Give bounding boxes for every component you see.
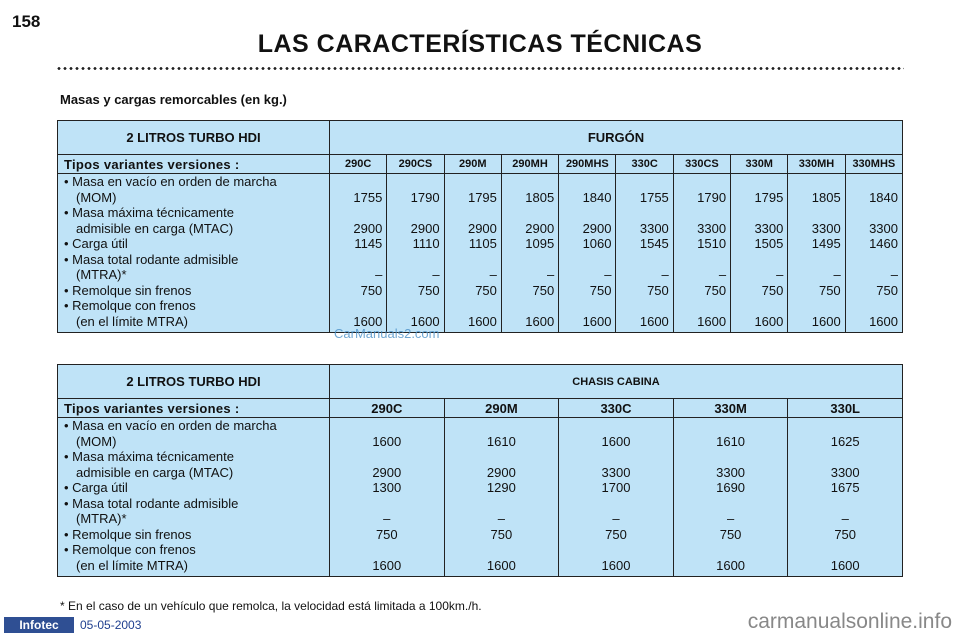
spacer: [330, 418, 444, 434]
spacer: [445, 298, 501, 314]
value-cell: 1600: [716, 557, 746, 573]
variant-values: [845, 174, 902, 333]
value-cell: 2900: [372, 464, 402, 480]
value-cell: 750: [532, 282, 555, 298]
footnote: * En el caso de un vehículo que remolca, la velocidad está limitada a 100km./h.: [60, 599, 482, 613]
spacer: [330, 542, 444, 558]
spacer: [387, 174, 443, 190]
spacer: [616, 205, 672, 221]
row-labels: [58, 174, 330, 333]
value-cell: 2900: [486, 464, 516, 480]
variant-values: [444, 418, 559, 577]
spacer: [445, 252, 501, 268]
row-label: (MOM): [76, 433, 117, 449]
value-cell: –: [726, 511, 735, 526]
spacer: [788, 174, 844, 190]
value-cell: 1600: [582, 313, 612, 329]
variant-header: 290MH: [501, 155, 558, 174]
value-cell: 750: [647, 282, 669, 298]
value-cell: –: [612, 511, 620, 526]
spacer: [788, 418, 902, 434]
value-cell: –: [661, 267, 669, 282]
variant-values: [788, 418, 903, 577]
value-cell: 1700: [601, 480, 631, 495]
value-cell: 1795: [754, 189, 784, 205]
value-cell: 1600: [811, 313, 841, 329]
value-cell: 1290: [486, 480, 516, 495]
value-cell: 1600: [525, 313, 555, 329]
value-cell: 1690: [716, 480, 746, 495]
spacer: [559, 252, 615, 268]
spacer: [445, 174, 501, 190]
body-type-header: FURGÓN: [330, 121, 903, 155]
row-label: (MOM): [76, 189, 117, 205]
value-cell: 1675: [830, 480, 860, 495]
body-type-header: CHASIS CABINA: [330, 365, 903, 399]
spacer: [445, 542, 559, 558]
spacer: [731, 252, 787, 268]
spacer: [788, 205, 844, 221]
value-cell: –: [375, 267, 383, 282]
spacer: [788, 298, 844, 314]
spacer: [674, 252, 730, 268]
value-cell: 750: [876, 282, 898, 298]
variant-header: 290M: [444, 155, 501, 174]
spacer: [616, 174, 672, 190]
spacer: [674, 205, 730, 221]
value-cell: 750: [719, 526, 742, 542]
spacer: [559, 298, 615, 314]
row-label: admisible en carga (MTAC): [76, 464, 234, 480]
value-cell: –: [432, 267, 440, 282]
value-cell: 1095: [525, 236, 555, 251]
variant-header: 330C: [559, 399, 674, 418]
value-cell: 3300: [754, 220, 784, 236]
variant-header: 330CS: [673, 155, 730, 174]
row-label: • Remolque con frenos: [64, 298, 196, 313]
value-cell: 3300: [716, 464, 746, 480]
row-label: • Masa total rodante admisible: [64, 495, 239, 511]
variant-values: [559, 174, 616, 333]
variant-values: [731, 174, 788, 333]
value-cell: 3300: [830, 464, 860, 480]
page-title: LAS CARACTERÍSTICAS TÉCNICAS: [257, 30, 703, 58]
value-cell: –: [833, 267, 841, 282]
spacer: [846, 174, 902, 190]
spacer: [674, 174, 730, 190]
variants-label: Tipos variantes versiones :: [58, 399, 330, 418]
value-cell: 1145: [354, 236, 383, 251]
spacer: [788, 449, 902, 465]
spacer: [616, 252, 672, 268]
row-label: • Carga útil: [64, 480, 128, 495]
row-label: (MTRA)*: [76, 511, 127, 526]
variant-values: [501, 174, 558, 333]
spacer: [502, 298, 558, 314]
footer-date: 05-05-2003: [80, 618, 142, 632]
value-cell: 3300: [697, 220, 727, 236]
value-cell: 1545: [639, 236, 669, 251]
value-cell: –: [546, 267, 555, 282]
value-cell: –: [890, 267, 898, 282]
spacer: [559, 174, 615, 190]
variant-header: 330C: [616, 155, 673, 174]
value-cell: 1840: [869, 189, 898, 205]
row-label: (en el límite MTRA): [76, 557, 188, 573]
spacer: [731, 205, 787, 221]
row-label: (en el límite MTRA): [76, 313, 188, 329]
value-cell: 1610: [716, 433, 746, 449]
value-cell: 1600: [830, 557, 860, 573]
variant-header: 290M: [444, 399, 559, 418]
spacer: [788, 496, 902, 512]
variant-values: [444, 174, 501, 333]
spacer: [330, 298, 386, 314]
spacer: [502, 174, 558, 190]
value-cell: 1600: [372, 433, 402, 449]
value-cell: 1790: [697, 189, 727, 205]
value-cell: –: [604, 267, 612, 282]
row-label: (MTRA)*: [76, 267, 127, 282]
variant-values: [673, 418, 788, 577]
spacer: [616, 298, 672, 314]
variant-header: 290C: [330, 155, 387, 174]
spacer: [788, 542, 902, 558]
values-row: [58, 174, 903, 333]
value-cell: 750: [834, 526, 857, 542]
value-cell: –: [841, 511, 849, 526]
value-cell: 1600: [372, 557, 402, 573]
infotec-logo: Infotec: [4, 617, 74, 633]
spacer: [445, 418, 559, 434]
spacer: [330, 205, 386, 221]
value-cell: 1600: [486, 557, 516, 573]
spacer: [445, 449, 559, 465]
variant-values: [559, 418, 674, 577]
spacer: [330, 449, 444, 465]
value-cell: 1600: [410, 313, 440, 329]
variant-header: 290C: [330, 399, 445, 418]
variant-header: 330M: [731, 155, 788, 174]
spacer: [674, 298, 730, 314]
section-title: Masas y cargas remorcables (en kg.): [60, 92, 287, 107]
variants-row: [58, 399, 903, 418]
row-label: • Carga útil: [64, 236, 128, 251]
spacer: [559, 449, 673, 465]
spacer: [445, 205, 501, 221]
value-cell: 1755: [639, 189, 669, 205]
value-cell: 1625: [830, 433, 860, 449]
engine-header: 2 LITROS TURBO HDI: [58, 365, 330, 399]
spacer: [788, 252, 844, 268]
value-cell: 750: [417, 282, 440, 298]
row-label: • Masa máxima técnicamente: [64, 449, 235, 464]
spacer: [674, 542, 788, 558]
row-label: • Masa máxima técnicamente: [64, 205, 235, 220]
value-cell: 1495: [811, 236, 841, 251]
row-label: • Remolque sin frenos: [64, 282, 192, 298]
variant-header: 330M: [673, 399, 788, 418]
variant-header: 330MH: [788, 155, 845, 174]
spacer: [387, 252, 443, 268]
spacer: [731, 298, 787, 314]
variant-header: 330MHS: [845, 155, 902, 174]
value-cell: 750: [490, 526, 513, 542]
value-cell: –: [497, 511, 505, 526]
spacer: [674, 418, 788, 434]
row-labels: [58, 418, 330, 577]
value-cell: 1300: [372, 480, 402, 495]
engine-header: 2 LITROS TURBO HDI: [58, 121, 330, 155]
value-cell: 1060: [582, 236, 612, 251]
spacer: [445, 496, 559, 512]
value-cell: 2900: [467, 220, 497, 236]
row-label: • Remolque con frenos: [64, 542, 196, 557]
value-cell: 1600: [697, 313, 727, 329]
row-label: • Remolque sin frenos: [64, 526, 192, 542]
value-cell: 3300: [811, 220, 841, 236]
value-cell: 1805: [525, 189, 555, 205]
value-cell: 1105: [468, 236, 497, 251]
value-cell: 1460: [869, 236, 898, 251]
value-cell: 2900: [582, 220, 612, 236]
spacer: [502, 205, 558, 221]
value-cell: 1600: [639, 313, 669, 329]
value-cell: 3300: [601, 464, 631, 480]
value-cell: 1600: [601, 557, 631, 573]
variant-header: 290CS: [387, 155, 444, 174]
value-cell: 750: [704, 282, 727, 298]
watermark-center: CarManuals2.com: [334, 326, 440, 341]
spacer: [387, 205, 443, 221]
value-cell: 2900: [525, 220, 555, 236]
variant-header: 330L: [788, 399, 903, 418]
variant-values: [387, 174, 444, 333]
spacer: [559, 418, 673, 434]
spacer: [502, 252, 558, 268]
value-cell: 750: [360, 282, 383, 298]
variant-values: [673, 174, 730, 333]
value-cell: –: [489, 267, 497, 282]
spacer: [846, 298, 902, 314]
value-cell: 1600: [601, 433, 631, 449]
value-cell: 1795: [467, 189, 497, 205]
value-cell: 1600: [467, 313, 497, 329]
page-number: 158: [12, 12, 41, 31]
variant-values: [616, 174, 673, 333]
value-cell: 3300: [869, 220, 898, 236]
row-label: • Masa en vacío en orden de marcha: [64, 174, 277, 189]
spacer: [731, 174, 787, 190]
row-label: admisible en carga (MTAC): [76, 220, 234, 236]
spacer: [559, 496, 673, 512]
spacer: [559, 205, 615, 221]
variants-label: Tipos variantes versiones :: [58, 155, 330, 174]
value-cell: 2900: [353, 220, 383, 236]
variant-values: [788, 174, 845, 333]
value-cell: 750: [818, 282, 841, 298]
value-cell: 3300: [639, 220, 669, 236]
value-cell: 1505: [754, 236, 784, 251]
row-label: • Masa en vacío en orden de marcha: [64, 418, 277, 433]
value-cell: 1840: [582, 189, 612, 205]
value-cell: 1510: [697, 236, 727, 251]
value-cell: 750: [375, 526, 398, 542]
value-cell: 750: [605, 526, 627, 542]
value-cell: –: [383, 511, 391, 526]
value-cell: 750: [475, 282, 497, 298]
furgon-table: [57, 120, 903, 333]
value-cell: 1600: [869, 313, 898, 329]
values-row: [58, 418, 903, 577]
spacer: [674, 449, 788, 465]
value-cell: 2900: [410, 220, 440, 236]
value-cell: 1805: [811, 189, 841, 205]
spacer: [559, 542, 673, 558]
value-cell: 1755: [353, 189, 383, 205]
watermark-corner: carmanualsonline.info: [747, 610, 952, 633]
value-cell: 1610: [486, 433, 516, 449]
dotted-divider: [56, 66, 904, 71]
spacer: [846, 205, 902, 221]
value-cell: 1600: [353, 313, 383, 329]
spacer: [330, 252, 386, 268]
spacer: [387, 298, 443, 314]
value-cell: 1790: [410, 189, 440, 205]
spacer: [330, 174, 386, 190]
value-cell: 1600: [754, 313, 784, 329]
variants-row: [58, 155, 903, 174]
variant-values: [330, 174, 387, 333]
value-cell: 1110: [412, 236, 440, 251]
value-cell: –: [718, 267, 727, 282]
row-label: • Masa total rodante admisible: [64, 251, 239, 267]
variant-values: [330, 418, 445, 577]
spacer: [674, 496, 788, 512]
value-cell: 750: [761, 282, 784, 298]
chasis-cabina-table: [57, 364, 903, 577]
value-cell: 750: [589, 282, 612, 298]
spacer: [846, 252, 902, 268]
value-cell: –: [776, 267, 784, 282]
variant-header: 290MHS: [559, 155, 616, 174]
spacer: [330, 496, 444, 512]
